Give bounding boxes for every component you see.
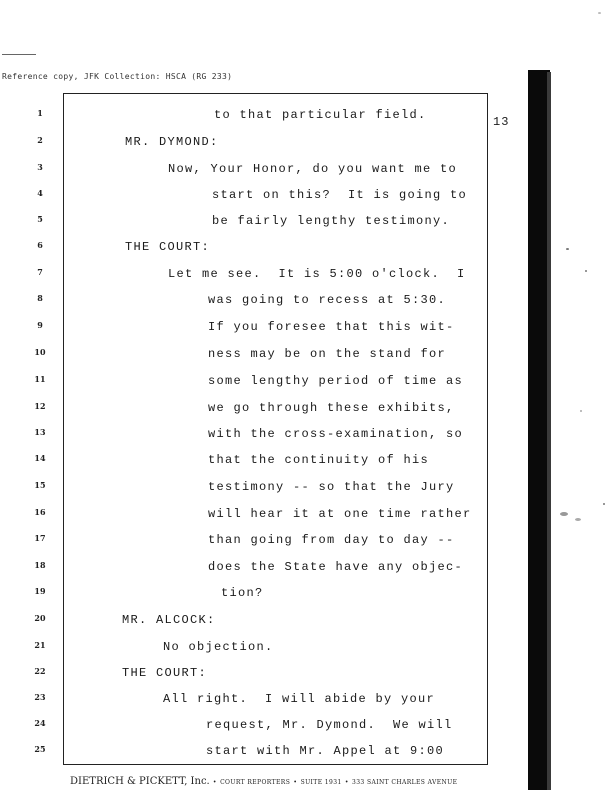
line-number: 17	[34, 533, 46, 543]
footer-suite: SUITE 1931	[300, 779, 342, 786]
footer-firm: DIETRICH & PICKETT, Inc.	[70, 776, 210, 787]
line-number: 16	[34, 507, 46, 517]
scan-speck	[585, 270, 587, 272]
transcript-line: All right. I will abide by your	[163, 692, 436, 706]
line-number: 8	[37, 293, 43, 303]
footer-separator: •	[212, 779, 217, 786]
line-number: 25	[34, 744, 46, 754]
page-frame-bottom	[63, 764, 488, 765]
line-number: 3	[37, 162, 43, 172]
page-frame-left	[63, 93, 64, 765]
transcript-line: start with Mr. Appel at 9:00	[206, 744, 445, 758]
transcript-line: No objection.	[163, 640, 274, 654]
transcript-line: If you foresee that this wit-	[208, 320, 455, 334]
line-number: 11	[34, 374, 46, 384]
transcript-line: ness may be on the stand for	[208, 347, 447, 361]
transcript-line: to that particular field.	[214, 108, 427, 122]
line-number: 15	[34, 480, 46, 490]
speaker-label: MR. DYMOND:	[125, 135, 219, 149]
speaker-label: MR. ALCOCK:	[122, 613, 216, 627]
transcript-line: will hear it at one time rather	[208, 507, 472, 521]
line-number: 13	[34, 427, 46, 437]
line-number: 19	[34, 586, 46, 596]
transcript-line: request, Mr. Dymond. We will	[206, 718, 453, 732]
line-number: 22	[34, 666, 46, 676]
scan-speck	[603, 503, 605, 505]
line-number: 21	[34, 640, 46, 650]
scan-speck	[598, 12, 601, 14]
transcript-line: we go through these exhibits,	[208, 401, 455, 415]
line-number: 4	[37, 188, 43, 198]
reporter-footer	[70, 776, 457, 787]
line-number: 6	[37, 240, 43, 250]
reference-copy-header: Reference copy, JFK Collection: HSCA (RG 233)	[2, 72, 233, 81]
footer-address: 333 SAINT CHARLES AVENUE	[352, 779, 458, 786]
transcript-line: that the continuity of his	[208, 453, 430, 467]
scan-speck	[575, 518, 581, 521]
scan-speck	[566, 248, 569, 250]
line-number: 18	[34, 560, 46, 570]
footer-separator: •	[344, 779, 349, 786]
line-number: 10	[34, 347, 46, 357]
speaker-label: THE COURT:	[125, 240, 211, 254]
transcript-line: testimony -- so that the Jury	[208, 480, 455, 494]
line-number: 12	[34, 401, 46, 411]
page-frame-top	[63, 93, 488, 94]
line-number: 1	[37, 108, 43, 118]
line-number: 20	[34, 613, 46, 623]
transcript-line: was going to recess at 5:30.	[208, 293, 447, 307]
transcript-line: with the cross-examination, so	[208, 427, 464, 441]
speaker-label: THE COURT:	[122, 666, 208, 680]
line-number: 2	[37, 135, 43, 145]
line-number: 14	[34, 453, 46, 463]
page-number: 13	[493, 115, 510, 129]
transcript-line: Let me see. It is 5:00 o'clock. I	[168, 267, 466, 281]
transcript-line: does the State have any objec-	[208, 560, 464, 574]
footer-role: COURT REPORTERS	[220, 779, 291, 786]
scan-speck	[580, 410, 582, 412]
transcript-line: start on this? It is going to	[212, 188, 468, 202]
transcript-line: be fairly lengthy testimony.	[212, 214, 451, 228]
scan-binding-edge	[547, 72, 551, 790]
line-number: 23	[34, 692, 46, 702]
scan-speck	[560, 512, 568, 516]
transcript-line: Now, Your Honor, do you want me to	[168, 162, 458, 176]
transcript-line: than going from day to day --	[208, 533, 455, 547]
line-number: 9	[37, 320, 43, 330]
transcript-line: some lengthy period of time as	[208, 374, 464, 388]
line-number: 7	[37, 267, 43, 277]
line-number: 24	[34, 718, 46, 728]
transcript-line: tion?	[221, 586, 264, 600]
page-frame-right	[487, 93, 488, 765]
top-rule-mark	[2, 54, 36, 55]
footer-separator: •	[293, 779, 298, 786]
line-number: 5	[37, 214, 43, 224]
